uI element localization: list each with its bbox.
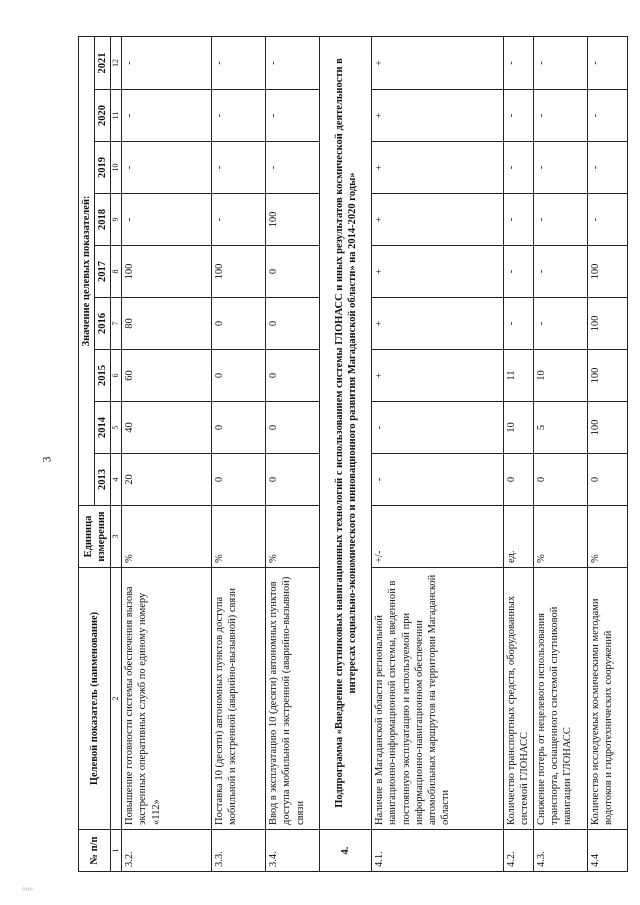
column-index: 6 xyxy=(111,350,122,402)
row-value: + xyxy=(372,142,504,194)
row-value: 80 xyxy=(122,298,212,350)
rotated-page xyxy=(78,37,618,872)
row-value: 100 xyxy=(587,402,627,454)
row-value: - xyxy=(587,36,627,89)
table-row xyxy=(587,36,627,871)
row-name: Повышение готовности системы обеспечения вызова экстренных оперативных служб по единому номеру «112» xyxy=(122,568,212,830)
row-value: + xyxy=(372,350,504,402)
row-value: 100 xyxy=(212,246,266,298)
row-value: 0 xyxy=(504,454,533,506)
row-value: - xyxy=(372,402,504,454)
subprogram-row xyxy=(320,36,372,871)
row-no: 4.4 xyxy=(587,830,627,872)
column-index: 2 xyxy=(111,568,122,830)
row-unit: % xyxy=(212,506,266,568)
row-name: Количество исследуемых космическими методами водотоков и гидротехнических сооружений xyxy=(587,568,627,830)
header-year: 2017 xyxy=(95,246,111,298)
header-year: 2019 xyxy=(95,142,111,194)
row-value: - xyxy=(504,298,533,350)
table-row xyxy=(504,36,533,871)
row-unit: % xyxy=(587,506,627,568)
header-year: 2021 xyxy=(95,36,111,89)
column-index: 3 xyxy=(111,506,122,568)
table-row xyxy=(533,36,587,871)
header-year: 2013 xyxy=(95,454,111,506)
row-value: 20 xyxy=(122,454,212,506)
row-value: 10 xyxy=(533,350,587,402)
row-value: - xyxy=(212,36,266,89)
row-value: - xyxy=(533,194,587,246)
row-value: + xyxy=(372,194,504,246)
row-no: 3.4. xyxy=(266,830,320,872)
row-name: Снижение потерь от нецелевого использования транспорта, оснащенного системой спутниковой навигации ГЛОНАСС xyxy=(533,568,587,830)
row-name: Ввод в эксплуатацию 10 (десяти) автономных пунктов доступа мобильной и экстренной (аварийно-вызывной) связи xyxy=(266,568,320,830)
row-value: 5 xyxy=(533,402,587,454)
row-value: + xyxy=(372,36,504,89)
row-name: Количество транспортных средств, оборудованных системой ГЛОНАСС xyxy=(504,568,533,830)
row-value: - xyxy=(504,246,533,298)
row-value: - xyxy=(212,142,266,194)
row-no: 3.2. xyxy=(122,830,212,872)
row-value: 100 xyxy=(587,246,627,298)
subprogram-title: Подпрограмма «Внедрение спутниковых навигационных технологий с использованием системы ГЛОНАСС и иных результатов космической деятельности в интересах социально-экономического и инновационного развития Магаданской области» на 2014-2020 годы» xyxy=(320,36,372,829)
row-no: 4.2. xyxy=(504,830,533,872)
row-value: 100 xyxy=(587,350,627,402)
header-row-1 xyxy=(79,36,95,871)
row-value: - xyxy=(266,36,320,89)
row-value: 0 xyxy=(533,454,587,506)
row-unit: % xyxy=(122,506,212,568)
row-value: - xyxy=(504,142,533,194)
row-no: 4.3. xyxy=(533,830,587,872)
row-value: 60 xyxy=(122,350,212,402)
row-unit: % xyxy=(533,506,587,568)
column-index: 11 xyxy=(111,90,122,142)
row-value: 0 xyxy=(212,350,266,402)
row-value: - xyxy=(533,90,587,142)
row-value: - xyxy=(504,194,533,246)
row-value: - xyxy=(212,194,266,246)
row-unit: ед. xyxy=(504,506,533,568)
column-index: 9 xyxy=(111,194,122,246)
row-value: - xyxy=(122,90,212,142)
row-value: - xyxy=(533,36,587,89)
header-year: 2018 xyxy=(95,194,111,246)
row-unit: +/- xyxy=(372,506,504,568)
column-index: 8 xyxy=(111,246,122,298)
header-year: 2020 xyxy=(95,90,111,142)
row-value: - xyxy=(533,142,587,194)
row-value: 0 xyxy=(212,454,266,506)
row-unit: % xyxy=(266,506,320,568)
header-unit: Единица измерения xyxy=(79,506,111,568)
row-name: Наличие в Магаданской области региональной навигационно-информационной системы, введенной в постоянную эксплуатацию и используемой при информационно-навигационном обеспечении автомобильных маршрутов на территории Магаданской области xyxy=(372,568,504,830)
row-value: - xyxy=(266,90,320,142)
row-value: - xyxy=(504,90,533,142)
row-value: - xyxy=(372,454,504,506)
column-index: 5 xyxy=(111,402,122,454)
row-value: 0 xyxy=(266,298,320,350)
header-values-group: Значение целевых показателей: xyxy=(79,36,95,505)
row-value: 0 xyxy=(266,402,320,454)
row-value: 40 xyxy=(122,402,212,454)
table-row xyxy=(266,36,320,871)
table-row xyxy=(122,36,212,871)
row-no: 3.3. xyxy=(212,830,266,872)
row-value: - xyxy=(122,36,212,89)
header-year: 2014 xyxy=(95,402,111,454)
column-index: 4 xyxy=(111,454,122,506)
row-value: - xyxy=(122,194,212,246)
row-value: 100 xyxy=(587,298,627,350)
row-value: 0 xyxy=(266,454,320,506)
row-value: - xyxy=(533,246,587,298)
header-name: Целевой показатель (наименование) xyxy=(79,568,111,830)
row-value: 0 xyxy=(266,246,320,298)
column-index: 1 xyxy=(111,830,122,872)
row-value: - xyxy=(266,142,320,194)
column-index: 10 xyxy=(111,142,122,194)
column-index: 12 xyxy=(111,36,122,89)
row-value: - xyxy=(587,142,627,194)
row-value: 100 xyxy=(122,246,212,298)
header-year: 2016 xyxy=(95,298,111,350)
row-value: 11 xyxy=(504,350,533,402)
row-value: 100 xyxy=(266,194,320,246)
row-name: Поставка 10 (десяти) автономных пунктов доступа мобильной и экстренной (аварийно-вызывной) связи xyxy=(212,568,266,830)
column-index: 7 xyxy=(111,298,122,350)
table-row xyxy=(212,36,266,871)
row-value: 10 xyxy=(504,402,533,454)
row-value: 0 xyxy=(266,350,320,402)
corner-mark: °°° xyxy=(22,886,33,896)
row-value: - xyxy=(504,36,533,89)
row-value: 0 xyxy=(212,402,266,454)
row-value: - xyxy=(587,90,627,142)
row-value: - xyxy=(533,298,587,350)
row-value: + xyxy=(372,246,504,298)
row-value: + xyxy=(372,298,504,350)
row-value: - xyxy=(122,142,212,194)
header-no: № п/п xyxy=(79,830,111,872)
header-year: 2015 xyxy=(95,350,111,402)
row-value: - xyxy=(587,194,627,246)
subprogram-no: 4. xyxy=(320,830,372,872)
table-row xyxy=(372,36,504,871)
column-index-row xyxy=(111,36,122,871)
row-value: 0 xyxy=(587,454,627,506)
target-indicators-table xyxy=(78,36,628,872)
page-number: 3 xyxy=(39,456,54,463)
row-value: 0 xyxy=(212,298,266,350)
row-no: 4.1. xyxy=(372,830,504,872)
row-value: - xyxy=(212,90,266,142)
row-value: + xyxy=(372,90,504,142)
